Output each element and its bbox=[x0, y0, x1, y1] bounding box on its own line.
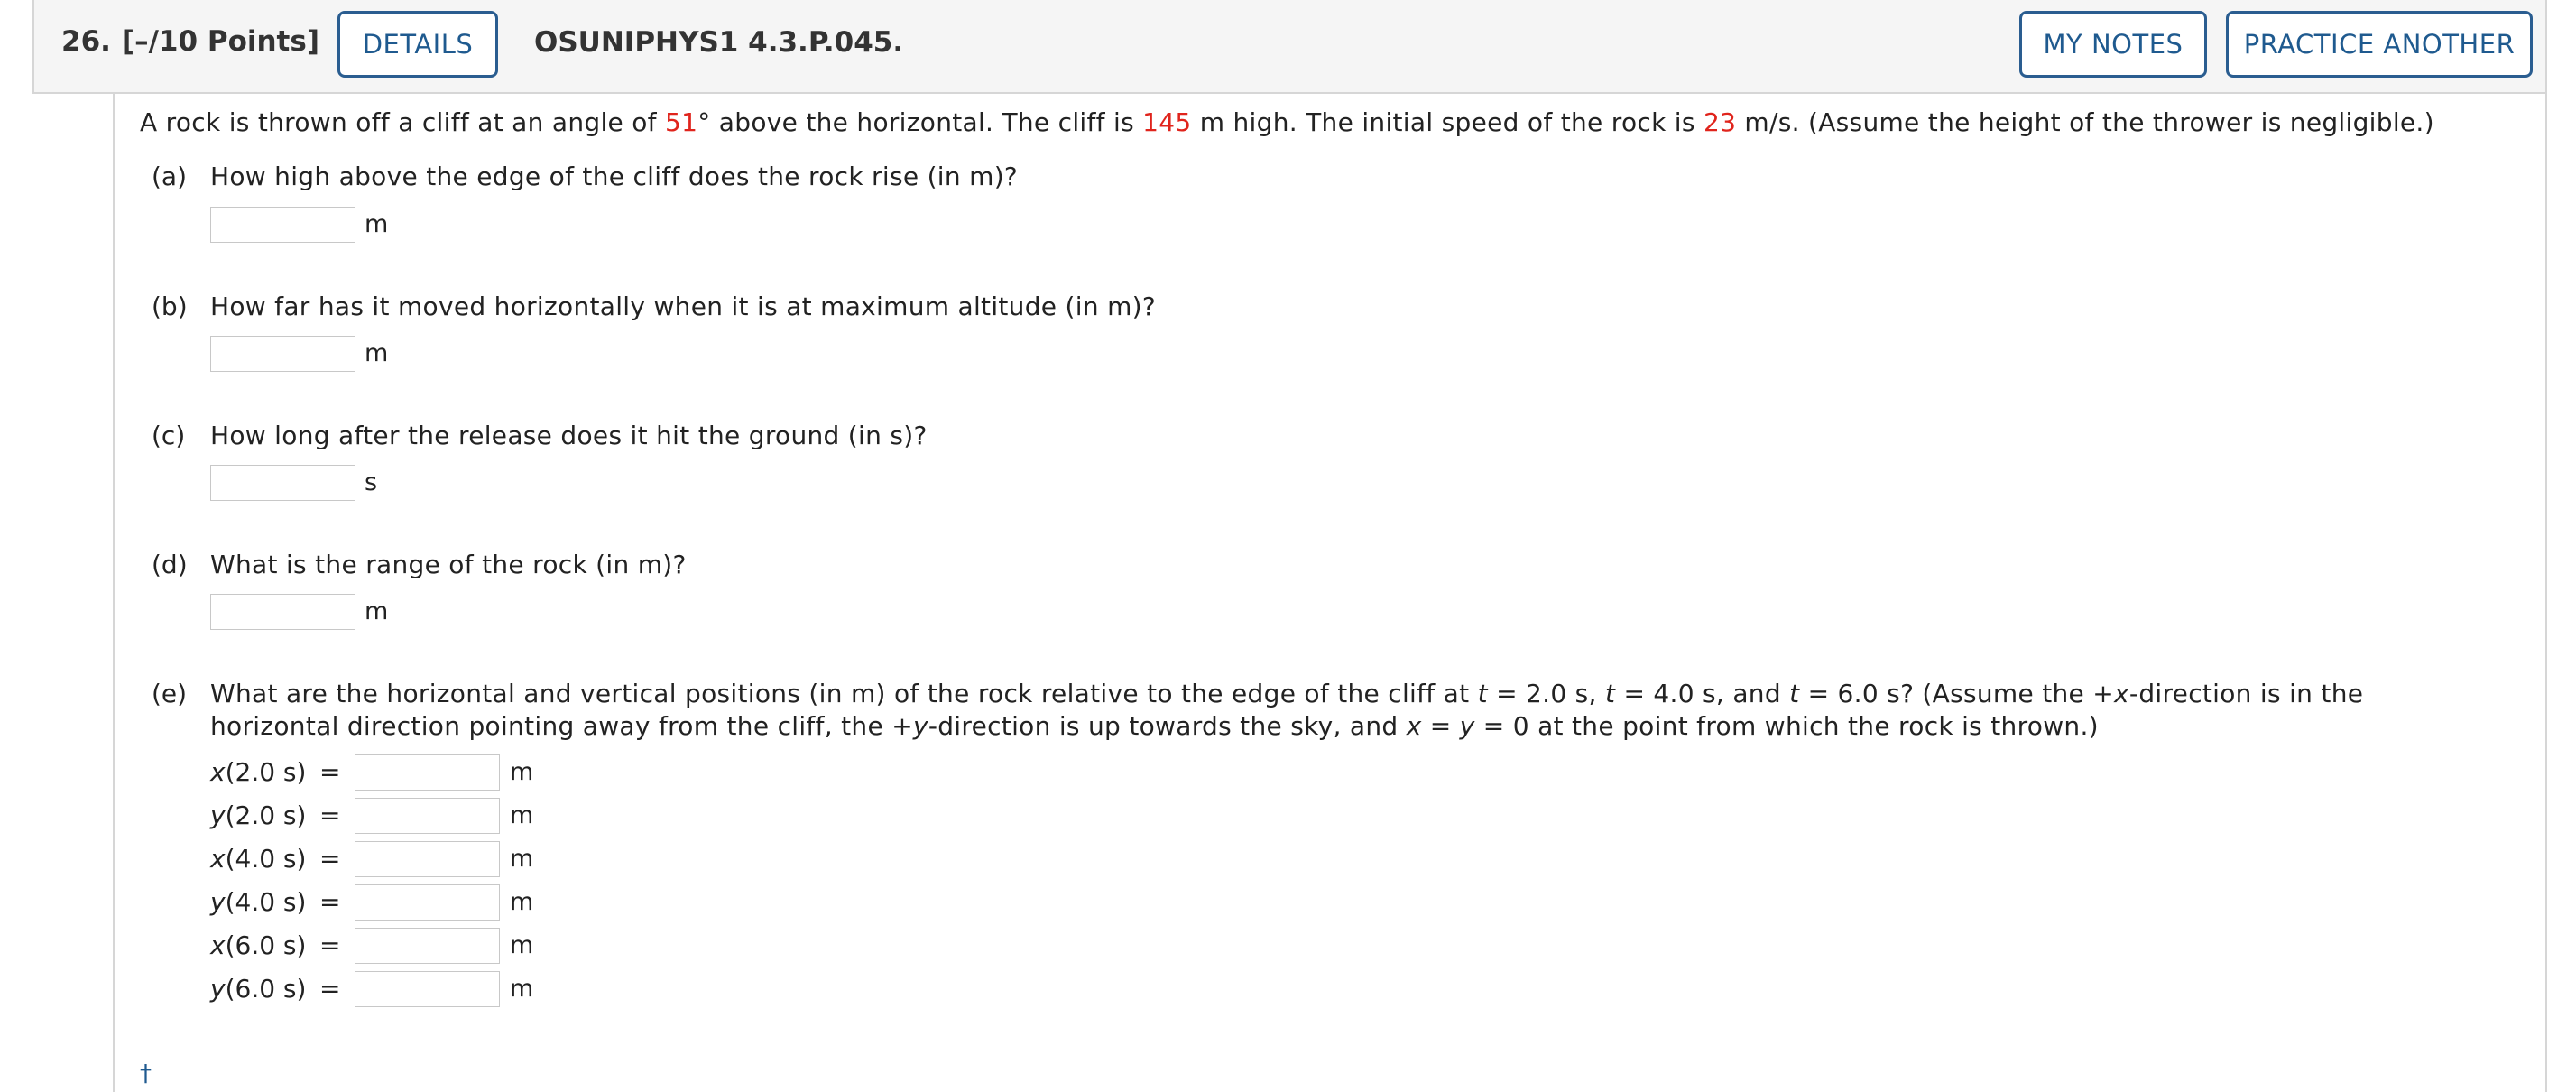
part-a-question: How high above the edge of the cliff does the rock rise (in m)? bbox=[210, 162, 1019, 191]
part-a-unit: m bbox=[365, 210, 389, 238]
position-unit: m bbox=[510, 888, 534, 916]
my-notes-button[interactable]: MY NOTES bbox=[2019, 11, 2207, 78]
equals-sign: = bbox=[319, 974, 341, 1004]
part-a-label: (a) bbox=[152, 162, 188, 191]
position-unit: m bbox=[510, 931, 534, 959]
equals-sign: = bbox=[319, 887, 341, 917]
x-4s-answer-input[interactable] bbox=[355, 841, 500, 877]
x-6s-answer-input[interactable] bbox=[355, 928, 500, 964]
position-var: y bbox=[210, 800, 226, 830]
problem-text-2: ° above the horizontal. The cliff is bbox=[697, 107, 1143, 137]
position-row-label bbox=[210, 971, 306, 1007]
position-time: (4.0 s) bbox=[225, 844, 307, 874]
part-e-text-6: -direction is up towards the sky, and bbox=[928, 711, 1407, 741]
part-c-answer-input[interactable] bbox=[210, 465, 355, 501]
position-var: x bbox=[210, 844, 226, 874]
part-b-unit: m bbox=[365, 339, 389, 367]
part-e-var-x: x bbox=[2114, 679, 2129, 708]
part-e-text-5: -direction is in the horizontal direction pointing away from the cliff, the + bbox=[210, 679, 2364, 741]
content-left-border bbox=[113, 94, 115, 1092]
position-var: y bbox=[210, 974, 226, 1004]
question-points: [–/10 Points] bbox=[121, 25, 319, 58]
position-row-label bbox=[210, 928, 306, 964]
part-d-unit: m bbox=[365, 597, 389, 625]
position-time: (2.0 s) bbox=[225, 757, 307, 787]
details-button[interactable]: DETAILS bbox=[337, 11, 498, 78]
position-unit: m bbox=[510, 845, 534, 873]
part-e-var-t: t bbox=[1789, 679, 1800, 708]
x-2s-answer-input[interactable] bbox=[355, 754, 500, 791]
part-d-label: (d) bbox=[152, 550, 188, 579]
question-header bbox=[32, 0, 2547, 94]
problem-text-3: m high. The initial speed of the rock is bbox=[1191, 107, 1703, 137]
position-var: y bbox=[210, 887, 226, 917]
problem-text-1: A rock is thrown off a cliff at an angle of bbox=[140, 107, 666, 137]
position-row-label bbox=[210, 841, 306, 877]
y-2s-answer-input[interactable] bbox=[355, 798, 500, 834]
part-e-text-3: = 4.0 s, and bbox=[1615, 679, 1790, 708]
position-unit: m bbox=[510, 801, 534, 829]
equals-sign: = bbox=[319, 800, 341, 830]
practice-another-button[interactable]: PRACTICE ANOTHER bbox=[2226, 11, 2533, 78]
position-time: (4.0 s) bbox=[225, 887, 307, 917]
part-b-question: How far has it moved horizontally when it is at maximum altitude (in m)? bbox=[210, 292, 1157, 321]
y-6s-answer-input[interactable] bbox=[355, 971, 500, 1007]
y-4s-answer-input[interactable] bbox=[355, 884, 500, 921]
part-e-text-4: = 6.0 s? (Assume the + bbox=[1799, 679, 2115, 708]
part-e-text-8: = 0 at the point from which the rock is thrown.) bbox=[1474, 711, 2099, 741]
equals-sign: = bbox=[319, 930, 341, 960]
part-d-answer-input[interactable] bbox=[210, 594, 355, 630]
position-row-label bbox=[210, 798, 306, 834]
part-e-var-y: y bbox=[912, 711, 928, 741]
content-right-border bbox=[2545, 94, 2547, 1092]
part-c-unit: s bbox=[365, 468, 378, 496]
initial-speed-value: 23 bbox=[1703, 107, 1737, 137]
part-e-var-t: t bbox=[1477, 679, 1488, 708]
position-unit: m bbox=[510, 758, 534, 786]
position-time: (6.0 s) bbox=[225, 974, 307, 1004]
position-row-label bbox=[210, 754, 306, 791]
equals-sign: = bbox=[319, 844, 341, 874]
part-d-question: What is the range of the rock (in m)? bbox=[210, 550, 687, 579]
part-e-var-x: x bbox=[1406, 711, 1422, 741]
cliff-height-value: 145 bbox=[1142, 107, 1192, 137]
part-e-text-2: = 2.0 s, bbox=[1487, 679, 1605, 708]
part-a-answer-input[interactable] bbox=[210, 207, 355, 243]
part-c-question: How long after the release does it hit the ground (in s)? bbox=[210, 421, 928, 450]
question-code: OSUNIPHYS1 4.3.P.045. bbox=[534, 26, 904, 59]
part-b-answer-input[interactable] bbox=[210, 336, 355, 372]
part-e-var-t: t bbox=[1604, 679, 1616, 708]
dagger-footnote-marker[interactable]: † bbox=[140, 1060, 152, 1087]
part-e-label: (e) bbox=[152, 679, 188, 708]
part-e-var-y: y bbox=[1459, 711, 1475, 741]
position-unit: m bbox=[510, 975, 534, 1003]
problem-text-4: m/s. (Assume the height of the thrower is negligible.) bbox=[1736, 107, 2434, 137]
position-time: (6.0 s) bbox=[225, 930, 307, 960]
position-time: (2.0 s) bbox=[225, 800, 307, 830]
part-e-question bbox=[210, 678, 2448, 743]
problem-statement bbox=[140, 106, 2434, 139]
part-b-label: (b) bbox=[152, 292, 188, 321]
angle-value: 51 bbox=[665, 107, 698, 137]
question-number bbox=[61, 25, 319, 58]
position-var: x bbox=[210, 930, 226, 960]
part-c-label: (c) bbox=[152, 421, 186, 450]
part-e-text-7: = bbox=[1421, 711, 1460, 741]
position-var: x bbox=[210, 757, 226, 787]
question-index: 26. bbox=[61, 25, 111, 58]
part-e-text-1: What are the horizontal and vertical positions (in m) of the rock relative to the edge of the cliff at bbox=[210, 679, 1478, 708]
position-row-label bbox=[210, 884, 306, 921]
equals-sign: = bbox=[319, 757, 341, 787]
